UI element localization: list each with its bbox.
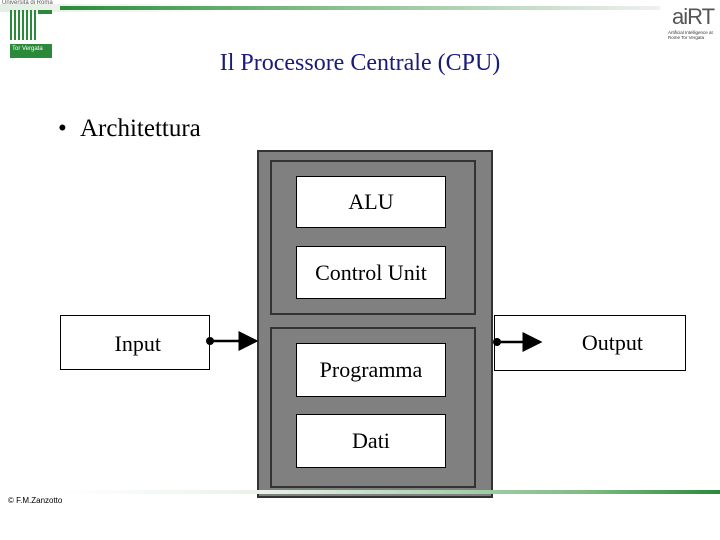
bullet-text: Architettura [80, 115, 201, 142]
airt-logo-caption: Artificial Intelligence at Rome Tor Vergata [668, 30, 713, 40]
control-unit-box [296, 246, 446, 299]
dati-label: Dati [352, 428, 390, 453]
input-arrow [206, 337, 256, 345]
alu-box [296, 176, 446, 228]
bullet-symbol: • [58, 115, 67, 142]
alu-label: ALU [348, 189, 394, 214]
input-label: Input [114, 331, 161, 356]
airt-logo: aiRT [672, 4, 715, 29]
output-box [494, 315, 686, 371]
footer-copyright: © F.M.Zanzotto [8, 496, 63, 505]
slide-title: Il Processore Centrale (CPU) [219, 50, 501, 76]
dati-box [296, 414, 446, 468]
footer-green-line [60, 490, 720, 494]
input-box [60, 315, 210, 370]
university-logo-caption: Tor Vergata [12, 46, 43, 52]
control-unit-label: Control Unit [315, 259, 427, 285]
university-caption: Università di Roma [2, 0, 53, 6]
output-label: Output [581, 330, 643, 355]
header-green-line [60, 6, 660, 10]
programma-label: Programma [319, 357, 423, 382]
programma-box [296, 343, 446, 397]
bullet-item [58, 115, 201, 143]
